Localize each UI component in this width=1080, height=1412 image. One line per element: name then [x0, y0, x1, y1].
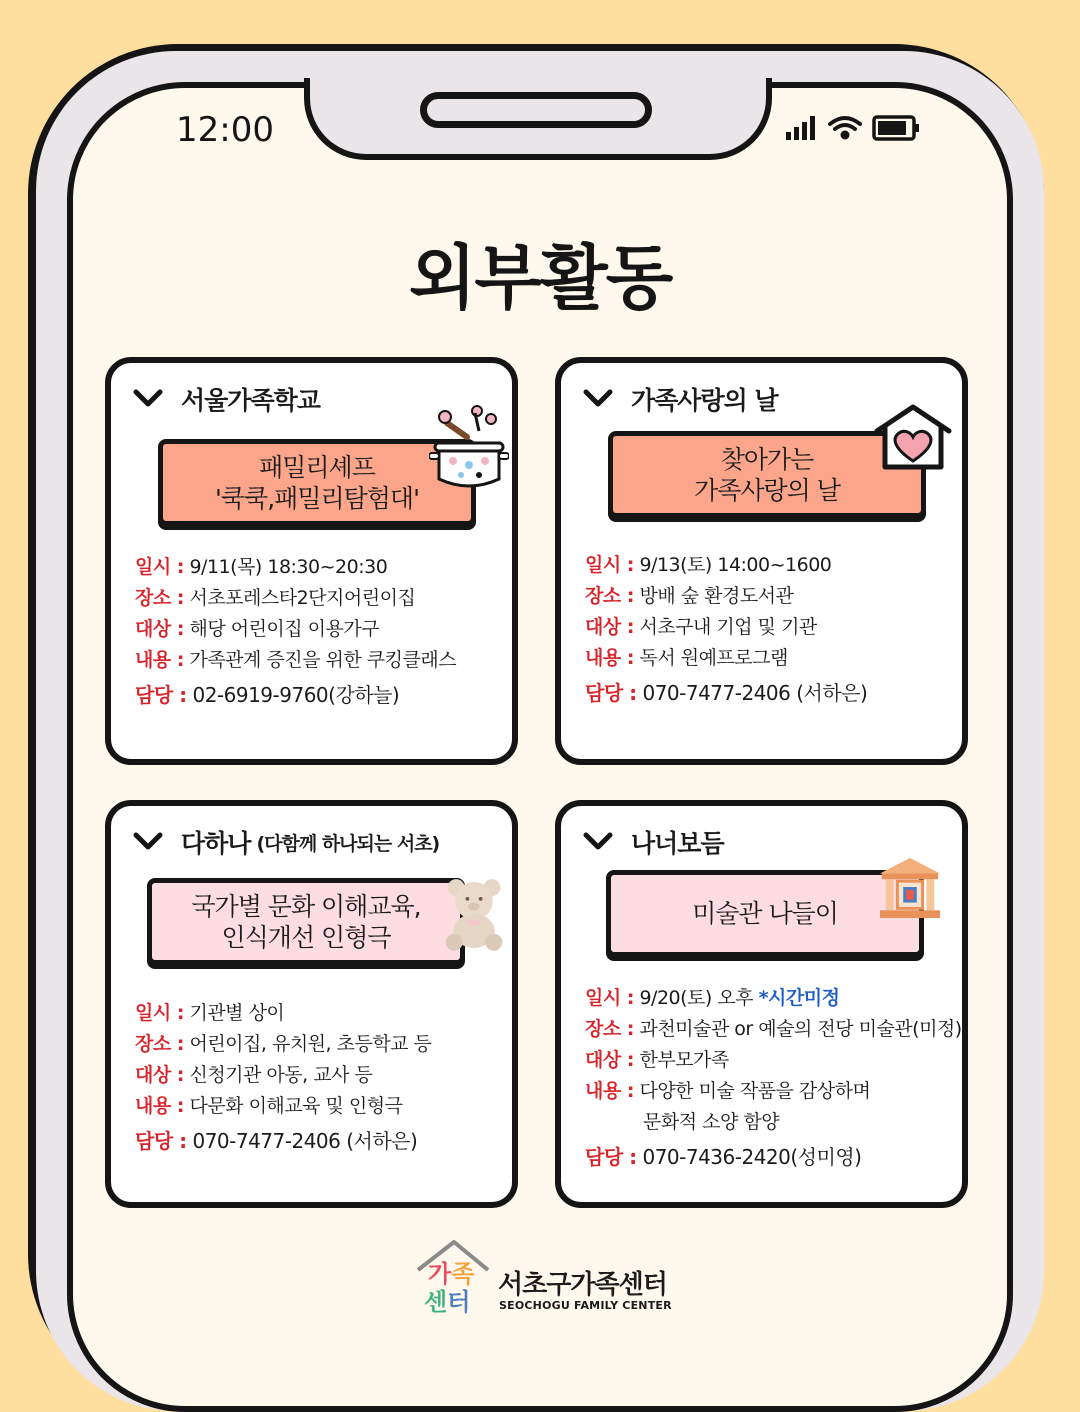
info-label: 대상 : — [135, 1064, 184, 1086]
info-row-date — [585, 550, 867, 581]
info-label: 내용 : — [585, 1080, 634, 1102]
activity-card-seoul-family-school — [105, 357, 518, 765]
info-list — [585, 550, 867, 709]
page-title: 외부활동 — [408, 237, 672, 319]
info-value: 9/20(토) 오후 — [639, 987, 759, 1009]
center-name-english: SEOCHOGU FAMILY CENTER — [499, 1299, 672, 1312]
time-undecided-note: *시간미정 — [758, 987, 840, 1009]
info-row-content — [135, 645, 456, 676]
contact-phone[interactable]: 070-7436-2420(성미영) — [642, 1145, 862, 1169]
info-value: 해당 어린이집 이용가구 — [189, 618, 380, 640]
info-row-contact — [135, 1126, 431, 1157]
info-label: 대상 : — [585, 616, 634, 638]
info-label: 일시 : — [585, 987, 634, 1009]
contact-phone[interactable]: 070-7477-2406 (서하은) — [642, 681, 868, 705]
info-value: 신청기관 아동, 교사 등 — [189, 1064, 373, 1086]
info-row-content — [585, 643, 867, 674]
card-header[interactable] — [133, 381, 320, 417]
info-label: 담당 : — [135, 683, 187, 707]
logo-mark-top: 가족 — [428, 1260, 475, 1288]
info-row-contact — [135, 680, 456, 711]
activity-card-naneo-bodeum — [555, 800, 968, 1208]
card-title: 나너보듬 — [631, 829, 724, 858]
chevron-down-icon — [133, 387, 163, 411]
badge-line: 가족사랑의 날 — [694, 475, 840, 505]
wifi-icon — [830, 118, 860, 138]
info-value: 다양한 미술 작품을 감상하며 — [639, 1080, 871, 1102]
info-value: 서초포레스타2단지어린이집 — [189, 587, 416, 609]
info-label: 담당 : — [135, 1129, 187, 1153]
badge-line: '쿡쿡,패밀리탐험대' — [215, 483, 419, 513]
info-value: 방배 숲 환경도서관 — [639, 585, 794, 607]
status-icons — [786, 114, 926, 142]
contact-phone[interactable]: 02-6919-9760(강하늘) — [192, 683, 400, 707]
chevron-down-icon — [583, 830, 613, 854]
info-list — [585, 983, 962, 1173]
info-value: 다문화 이해교육 및 인형극 — [189, 1095, 403, 1117]
info-value: 9/11(목) 18:30~20:30 — [189, 556, 388, 578]
info-value: 과천미술관 or 예술의 전당 미술관(미정) — [639, 1018, 962, 1040]
info-label: 대상 : — [135, 618, 184, 640]
info-label: 내용 : — [585, 647, 634, 669]
activity-card-dahana — [105, 800, 518, 1208]
info-value: 9/13(토) 14:00~1600 — [639, 554, 832, 576]
info-list — [135, 552, 456, 711]
chevron-down-icon — [133, 830, 163, 854]
info-value: 가족관계 증진을 위한 쿠킹클래스 — [189, 649, 457, 671]
info-row-place — [135, 583, 456, 614]
info-row-contact — [585, 1142, 962, 1173]
badge-line: 찾아가는 — [720, 444, 814, 474]
badge-line: 국가별 문화 이해교육, — [191, 891, 421, 921]
info-label: 장소 : — [135, 587, 184, 609]
info-list — [135, 998, 431, 1157]
info-row-date — [135, 552, 456, 583]
card-title: 서울가족학교 — [181, 386, 320, 415]
info-label: 일시 : — [135, 556, 184, 578]
info-label: 장소 : — [585, 585, 634, 607]
cooking-pot-icon — [429, 403, 509, 493]
info-label: 일시 : — [135, 1002, 184, 1024]
info-value: 한부모가족 — [639, 1049, 729, 1071]
teddy-bear-icon — [441, 876, 507, 952]
card-title: 다하나 — [181, 829, 251, 858]
badge-line: 인식개선 인형극 — [221, 922, 391, 952]
museum-icon — [876, 856, 944, 920]
info-label: 내용 : — [135, 1095, 184, 1117]
card-subtitle: (다함께 하나되는 서초) — [256, 832, 440, 855]
badge-line: 패밀리셰프 — [259, 452, 375, 482]
info-row-place — [585, 581, 867, 612]
info-row-place — [135, 1029, 431, 1060]
info-row-contact — [585, 678, 867, 709]
chevron-down-icon — [583, 387, 613, 411]
info-label: 장소 : — [585, 1018, 634, 1040]
activity-card-family-love-day — [555, 357, 968, 765]
info-label: 장소 : — [135, 1033, 184, 1055]
info-label: 대상 : — [585, 1049, 634, 1071]
info-row-target — [585, 612, 867, 643]
heart-house-icon — [873, 403, 953, 473]
signal-icon — [786, 116, 815, 140]
info-label: 담당 : — [585, 681, 637, 705]
info-label: 담당 : — [585, 1145, 637, 1169]
info-row-date — [135, 998, 431, 1029]
info-value: 기관별 상이 — [189, 1002, 285, 1024]
info-value: 서초구내 기업 및 기관 — [639, 616, 817, 638]
info-row-content — [585, 1076, 962, 1107]
info-label: 일시 : — [585, 554, 634, 576]
info-label: 내용 : — [135, 649, 184, 671]
info-value: 문화적 소양 함양 — [643, 1111, 780, 1133]
card-title: 가족사랑의 날 — [631, 386, 778, 415]
info-row-content-continued — [585, 1107, 962, 1138]
info-row-date — [585, 983, 962, 1014]
info-row-target — [135, 614, 456, 645]
logo-mark-bottom: 센터 — [424, 1288, 471, 1316]
speaker-icon — [420, 92, 652, 128]
battery-icon — [874, 117, 919, 139]
contact-phone[interactable]: 070-7477-2406 (서하은) — [192, 1129, 418, 1153]
card-header[interactable] — [583, 824, 724, 860]
status-time: 12:00 — [176, 110, 274, 150]
info-row-target — [585, 1045, 962, 1076]
card-header[interactable] — [133, 824, 439, 860]
info-value: 어린이집, 유치원, 초등학교 등 — [189, 1033, 432, 1055]
badge-line: 미술관 나들이 — [692, 899, 838, 928]
center-name: 서초구가족센터 — [498, 1270, 667, 1300]
program-badge — [147, 878, 465, 965]
info-row-target — [135, 1060, 431, 1091]
info-row-content — [135, 1091, 431, 1122]
card-header[interactable] — [583, 381, 778, 417]
info-value: 독서 원예프로그램 — [639, 647, 788, 669]
info-row-place — [585, 1014, 962, 1045]
